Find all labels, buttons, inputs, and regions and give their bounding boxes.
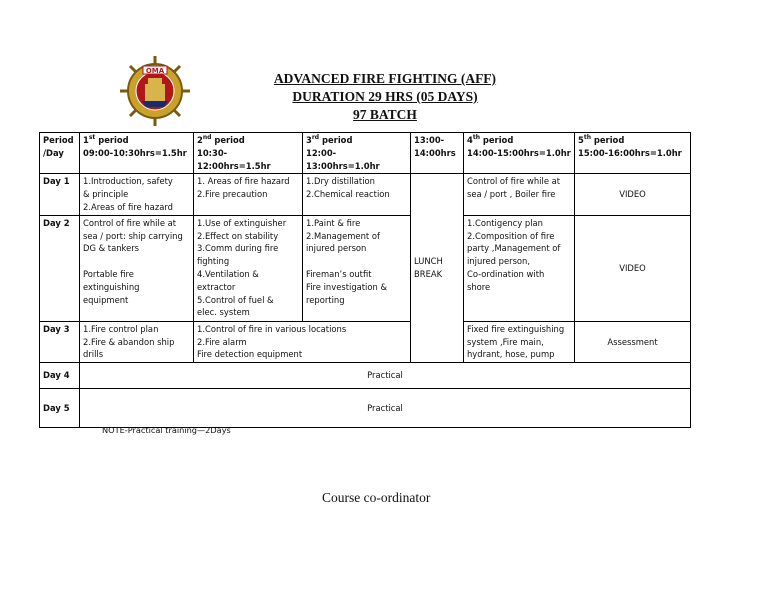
day-5-content: Practical [80,389,691,428]
day-1-period-5: VIDEO [575,174,691,215]
oma-logo [116,54,194,128]
logo-text: OMA [145,67,165,75]
day-4-label: Day 4 [40,363,80,389]
day-3-label: Day 3 [40,321,80,362]
day-2-period-4: 1.Contigency plan 2.Composition of fire party ,Management of injured person, Co-ordination with shore [464,215,575,321]
header-period-4: 4th period 14:00-15:00hrs=1.0hr [464,133,575,174]
title-line-3: 97 BATCH [353,107,417,122]
practical-training-note: NOTE-Practical training—2Days [102,425,231,435]
day-2-period-1: Control of fire while at sea / port: ship carrying DG & tankers Portable fire extinguishing equipment [80,215,194,321]
day-2-row [40,215,691,321]
day-1-row [40,174,691,215]
day-2-period-2: 1.Use of extinguisher 2.Effect on stability 3.Comm during fire fighting 4.Ventilation & extractor 5.Control of fuel & elec. system [194,215,303,321]
title-line-1: ADVANCED FIRE FIGHTING (AFF) [273,71,497,86]
day-3-row [40,321,691,362]
day-3-period-4: Fixed fire extinguishing system ,Fire main, hydrant, hose, pump [464,321,575,362]
day-1-period-1: 1.Introduction, safety & principle 2.Areas of fire hazard [80,174,194,215]
timetable [39,132,691,428]
day-2-label: Day 2 [40,215,80,321]
day-3-period-2-3: 1.Control of fire in various locations 2.Fire alarm Fire detection equipment [194,321,411,362]
day-3-period-1: 1.Fire control plan 2.Fire & abandon ship drills [80,321,194,362]
day-4-row [40,363,691,389]
day-2-period-3: 1.Paint & fire 2.Management of injured person Fireman’s outfit Fire investigation & reporting [303,215,411,321]
header-period-2: 2nd period 10:30-12:00hrs=1.5hr [194,133,303,174]
header-period-day: Period /Day [40,133,80,174]
header-lunch-time: 13:00- 14:00hrs [411,133,464,174]
day-5-label: Day 5 [40,389,80,428]
day-1-period-2: 1. Areas of fire hazard 2.Fire precaution [194,174,303,215]
header-period-5: 5th period 15:00-16:00hrs=1.0hr [575,133,691,174]
day-3-period-5: Assessment [575,321,691,362]
title-line-2: DURATION 29 HRS (05 DAYS) [292,89,478,104]
day-4-content: Practical [80,363,691,389]
header-period-3: 3rd period 12:00-13:00hrs=1.0hr [303,133,411,174]
day-1-period-4: Control of fire while at sea / port , Boiler fire [464,174,575,215]
day-1-label: Day 1 [40,174,80,215]
course-coordinator-label: Course co-ordinator [322,490,431,505]
header-period-1: 1st period 09:00-10:30hrs=1.5hr [80,133,194,174]
title-block [230,70,540,124]
day-5-row [40,389,691,428]
day-2-period-5: VIDEO [575,215,691,321]
lunch-break-cell: LUNCH BREAK [411,174,464,363]
day-1-period-3: 1.Dry distillation 2.Chemical reaction [303,174,411,215]
header-row [40,133,691,174]
